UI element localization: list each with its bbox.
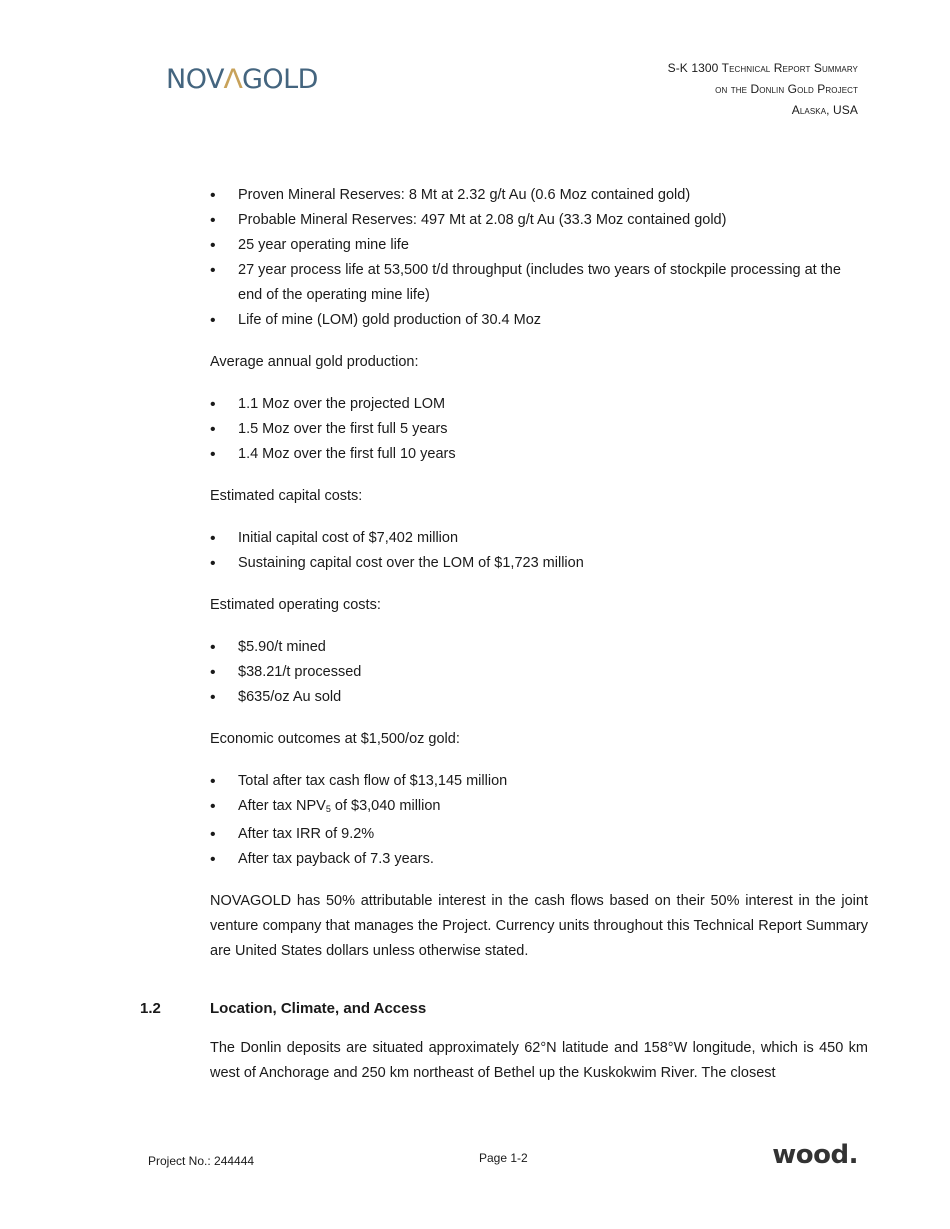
location-paragraph: The Donlin deposits are situated approximately 62°N latitude and 158°W longitude, which is 450 km west of Anchorage and 250 km northeast of Bethel up the Kuskokwim River. The closest [210, 1040, 868, 1081]
header-line-1: S-K 1300 Technical Report Summary [667, 61, 858, 75]
list-item: • After tax $NPV_5$ of $3,040 million [210, 794, 868, 822]
header-line-3: Alaska, USA [791, 103, 858, 117]
header-line-2: on the Donlin Gold Project [715, 82, 858, 96]
wood-logo: wood. [772, 1140, 858, 1170]
reserves-list [210, 183, 868, 333]
economic-outcomes-heading: Economic outcomes at $1,500/oz gold: [210, 731, 460, 747]
list-item: • $635/oz Au sold [210, 685, 868, 710]
document-body [140, 183, 868, 1086]
list-item: • Initial capital cost of $7,402 million [210, 526, 868, 551]
list-item: • After tax payback of 7.3 years. [210, 847, 868, 872]
list-item: • $38.21/t processed [210, 660, 868, 685]
section-title: Location, Climate, and Access [210, 1000, 427, 1017]
list-item: • After tax IRR of 9.2% [210, 822, 868, 847]
annual-production-heading: Average annual gold production: [210, 354, 419, 370]
capital-costs-list [210, 526, 868, 576]
section-heading [140, 996, 868, 1021]
npv-subscript: 5 [325, 804, 331, 814]
operating-costs-list [210, 635, 868, 710]
list-item: • Total after tax cash flow of $13,145 million [210, 769, 868, 794]
list-item: • Probable Mineral Reserves: 497 Mt at 2.08 g/t Au (33.3 Moz contained gold) [210, 208, 868, 233]
economic-outcomes-list [210, 769, 868, 872]
logo-triangle-mark: Λ [223, 64, 243, 95]
page-number: Page 1-2 [479, 1151, 528, 1165]
report-title-header [668, 58, 858, 121]
list-item: • Sustaining capital cost over the LOM of $1,723 million [210, 551, 868, 576]
list-item: • Life of mine (LOM) gold production of 30.4 Moz [210, 308, 868, 333]
operating-costs-heading: Estimated operating costs: [210, 597, 381, 613]
list-item: • Proven Mineral Reserves: 8 Mt at 2.32 g/t Au (0.6 Moz contained gold) [210, 183, 868, 208]
capital-costs-heading: Estimated capital costs: [210, 488, 363, 504]
list-item: • 1.4 Moz over the first full 10 years [210, 442, 868, 467]
annual-production-list [210, 392, 868, 467]
section-number: 1.2 [140, 1000, 161, 1017]
list-item: • 27 year process life at 53,500 t/d throughput (includes two years of stockpile processing at the end of the operating mine life) [210, 258, 868, 308]
list-item: • 1.1 Moz over the projected LOM [210, 392, 868, 417]
novagold-logo: NOVΛGOLD [166, 64, 318, 95]
list-item: • 25 year operating mine life [210, 233, 868, 258]
list-item: • $5.90/t mined [210, 635, 868, 660]
interest-paragraph: NOVAGOLD has 50% attributable interest in the cash flows based on their 50% interest in the joint venture company that manages the Project. Currency units throughout this Technical Report Summary are United States dollars unless otherwise stated. [210, 893, 868, 959]
list-item: • 1.5 Moz over the first full 5 years [210, 417, 868, 442]
project-number: Project No.: 244444 [148, 1154, 255, 1168]
